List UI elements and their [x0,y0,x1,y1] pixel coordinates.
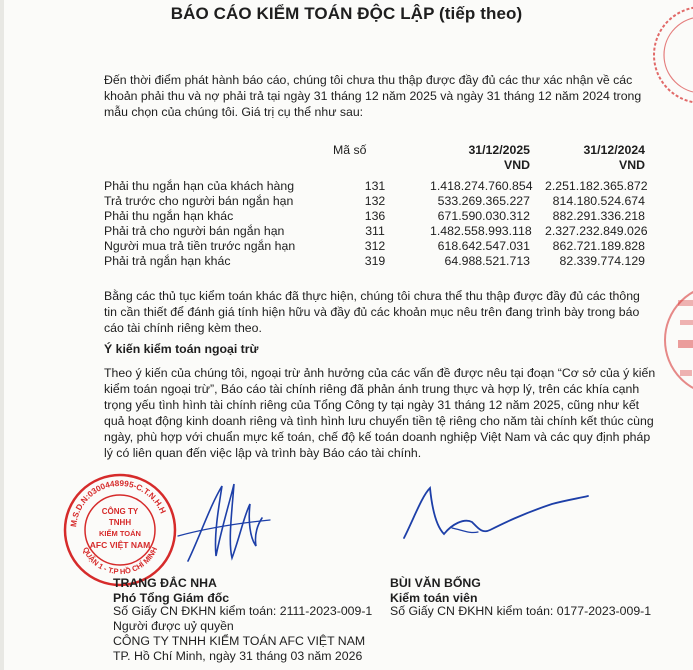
seal-line-4: AFC VIỆT NAM [89,540,151,550]
signer-right-title: Kiểm toán viên [390,591,478,605]
row-code: 136 [364,209,386,223]
page-title: BÁO CÁO KIỂM TOÁN ĐỘC LẬP (tiếp theo) [170,4,523,23]
table-row [104,194,664,209]
row-label: Phải trả cho người bán ngắn hạn [104,224,285,238]
table-row [104,224,664,239]
opinion-paragraph: Theo ý kiến của chúng tôi, ngoại trừ ảnh hưởng của các vấn đề được nêu tại đoạn “Cơ sở của ý kiến kiểm toán ngoại trừ”, Báo cáo tài chính riêng đã phản ánh trung thực và hợp lý, trên các khía cạnh trọng yếu tình hình tài chính riêng của Tổng Công ty tại ngày 31 tháng 12 năm 2025, cũng như kết quả hoạt động kinh doanh riêng và tình hình lưu chuyển tiền tệ riêng cho năm tài chính kết thúc cùng ngày, phù hợp với chuẩn mực kế toán, chế độ kế toán doanh nghiệp Việt Nam và các quy định pháp lý có liên quan đến việc lập và trình bày Báo cáo tài chính. [104,366,656,460]
table-row [104,239,664,254]
row-value-2025: 1.482.558.993.118 [430,224,532,238]
row-value-2024: 862.721.189.828 [552,239,645,253]
place-and-date: TP. Hồ Chí Minh, ngày 31 tháng 03 năm 2026 [113,649,363,663]
row-value-2024: 82.339.774.129 [559,254,645,268]
balances-table [104,179,664,269]
svg-text:QUẬN 1 - T.P HỒ CHÍ MINH [81,546,159,576]
row-value-2024: 814.180.524.674 [552,194,645,208]
row-value-2025: 1.418.274.760.854 [430,179,533,193]
seal-line-3: KIỂM TOÁN [99,529,141,538]
row-label: Trả trước cho người bán ngắn hạn [104,194,294,208]
col-header-2024-date: 31/12/2024 [583,143,645,157]
row-value-2025: 64.988.521.713 [444,254,530,268]
col-header-2025-date: 31/12/2025 [468,143,530,157]
signer-left-title: Phó Tổng Giám đốc [113,591,230,605]
intro-paragraph: Đến thời điểm phát hành báo cáo, chúng tôi chưa thu thập được đầy đủ các thư xác nhận về các khoản phải thu và nợ phải trả tại ngày 31 tháng 12 năm 2025 và ngày 31 tháng 12 năm 2024 trong mẫu chọn của chúng tôi. Giá trị cụ thể như sau: [104,73,642,119]
table-row [104,254,664,269]
auditing-firm-name: CÔNG TY TNHH KIỂM TOÁN AFC VIỆT NAM [113,634,366,648]
row-code: 132 [364,194,386,208]
signature-right [392,478,592,558]
seal-ring-text: M.S.D.N:0300448995-C.T.N.H.H [69,478,168,528]
row-value-2024: 882.291.336.218 [552,209,645,223]
seal-bottom-text: QUẬN 1 - T.P HỒ CHÍ MINH [80,545,160,577]
row-label: Phải trả ngắn hạn khác [104,254,231,268]
signer-left-authorization: Người được uỷ quyền [113,619,234,633]
edge-seal-top [640,0,693,110]
row-code: 319 [364,254,386,268]
signature-left [170,466,280,576]
signer-left-name: TRANG ĐẮC NHA [113,576,217,590]
company-seal [62,472,178,588]
signer-right-name: BÙI VĂN BỐNG [390,576,481,590]
procedures-paragraph: Bằng các thủ tục kiểm toán khác đã thực hiện, chúng tôi chưa thể thu thập được đầy đủ các thông tin cần thiết để đánh giá tính hiện hữu và đầy đủ các khoản mục nêu trên đang trình bày trong báo cáo tài chính riêng kèm theo. [104,289,640,335]
binder-edge [0,0,4,670]
seal-line-2: TNHH [108,518,132,527]
signer-left-cert: Số Giấy CN ĐKHN kiểm toán: 2111-2023-009-1 [113,604,373,618]
row-value-2025: 671.590.030.312 [437,209,530,223]
edge-seal-mid [660,270,693,410]
row-value-2025: 533.269.365.227 [437,194,530,208]
col-header-2024-unit: VND [619,158,645,172]
signer-right-cert: Số Giấy CN ĐKHN kiểm toán: 0177-2023-009-1 [390,604,652,618]
row-code: 312 [364,239,386,253]
col-header-2025-unit: VND [504,158,530,172]
col-header-2024 [545,143,645,173]
col-header-code: Mã số [333,143,367,157]
table-row [104,209,664,224]
row-value-2025: 618.642.547.031 [437,239,530,253]
row-label: Phải thu ngắn hạn của khách hàng [104,179,295,193]
row-code: 311 [365,224,385,238]
table-row [104,179,664,194]
seal-line-1: CÔNG TY [101,507,139,516]
row-code: 131 [364,179,386,193]
row-value-2024: 2.251.182.365.872 [545,179,648,193]
row-label: Phải thu ngắn hạn khác [104,209,234,223]
col-header-2025 [430,143,530,173]
row-value-2024: 2.327.232.849.026 [545,224,648,238]
row-label: Người mua trả tiền trước ngắn hạn [104,239,296,253]
opinion-heading: Ý kiến kiểm toán ngoại trừ [104,342,259,356]
